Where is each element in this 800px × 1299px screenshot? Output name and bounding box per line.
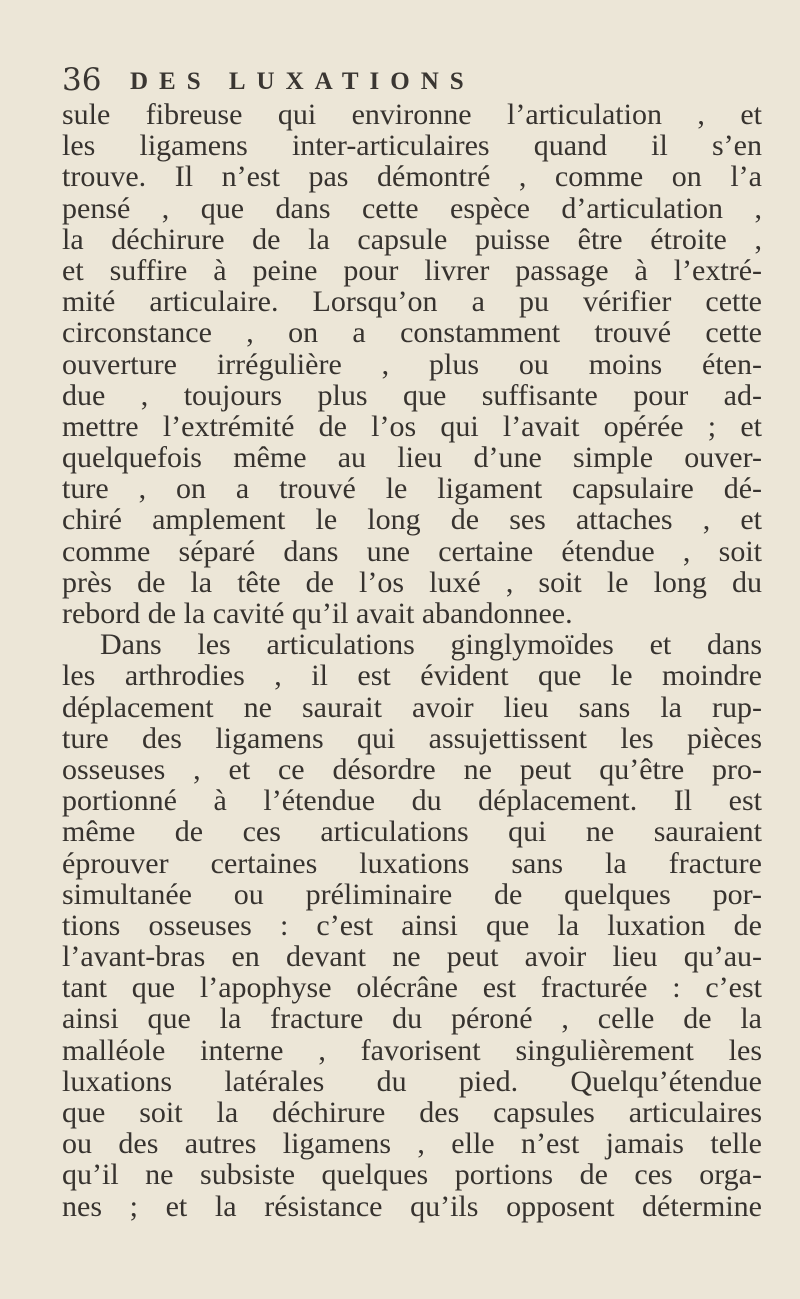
text-line: chiré amplement le long de ses attaches , et: [62, 503, 762, 537]
text-line: rebord de la cavité qu’il avait abandonnee.: [62, 597, 573, 630]
text-line: osseuses , et ce désordre ne peut qu’être pro-: [62, 752, 762, 786]
running-title: DES LUXATIONS: [130, 68, 475, 95]
text-line: ainsi que la fracture du péroné , celle de la: [62, 1002, 762, 1036]
text-line: même de ces articulations qui ne sauraient: [62, 815, 762, 849]
text-line: ture , on a trouvé le ligament capsulaire dé-: [62, 472, 762, 506]
text-line: circonstance , on a constamment trouvé cette: [62, 316, 762, 350]
text-line: ture des ligamens qui assujettissent les pièces: [62, 721, 762, 755]
text-line: près de la tête de l’os luxé , soit le long du: [62, 565, 762, 599]
text-line: luxations latérales du pied. Quelqu’étendue: [62, 1064, 762, 1098]
text-line: simultanée ou préliminaire de quelques por-: [62, 877, 762, 911]
text-line: comme séparé dans une certaine étendue , soit: [62, 534, 762, 568]
text-line: mettre l’extrémité de l’os qui l’avait opérée ; et: [62, 409, 762, 443]
text-line: déplacement ne saurait avoir lieu sans la rup-: [62, 690, 762, 724]
text-line: tant que l’apophyse olécrâne est fracturée : c’est: [62, 971, 762, 1005]
text-line: éprouver certaines luxations sans la fracture: [62, 846, 762, 880]
text-line: qu’il ne subsiste quelques portions de ces orga-: [62, 1158, 762, 1192]
text-line: la déchirure de la capsule puisse être étroite ,: [62, 222, 762, 256]
text-line: ouverture irrégulière , plus ou moins éten-: [62, 347, 762, 381]
text-line: et suffire à peine pour livrer passage à l’extré-: [62, 253, 762, 287]
page-header: [0, 60, 800, 100]
text-line: pensé , que dans cette espèce d’articulation ,: [62, 191, 762, 225]
text-line: mité articulaire. Lorsqu’on a pu vérifier cette: [62, 285, 762, 319]
text-line: sule fibreuse qui environne l’articulation , et: [62, 98, 762, 131]
text-line: tions osseuses : c’est ainsi que la luxation de: [62, 908, 762, 942]
text-line: l’avant-bras en devant ne peut avoir lieu qu’au-: [62, 940, 762, 974]
text-line: ou des autres ligamens , elle n’est jamais telle: [62, 1127, 762, 1161]
text-line: nes ; et la résistance qu’ils opposent détermine: [62, 1189, 762, 1223]
text-line: que soit la déchirure des capsules articulaires: [62, 1096, 762, 1129]
body-text: [62, 99, 762, 1222]
text-line: trouve. Il n’est pas démontré , comme on l’a: [62, 160, 762, 194]
text-line: les arthrodies , il est évident que le moindre: [62, 659, 762, 693]
page-number: 36: [62, 62, 102, 98]
text-line: quelquefois même au lieu d’une simple ouver-: [62, 441, 762, 475]
text-line: Dans les articulations ginglymoïdes et dans: [100, 628, 762, 662]
text-line: portionné à l’étendue du déplacement. Il est: [62, 784, 762, 818]
text-line: les ligamens inter-articulaires quand il s’en: [62, 129, 762, 163]
text-line: malléole interne , favorisent singulièrement les: [62, 1033, 762, 1067]
text-line: due , toujours plus que suffisante pour ad-: [62, 378, 762, 412]
